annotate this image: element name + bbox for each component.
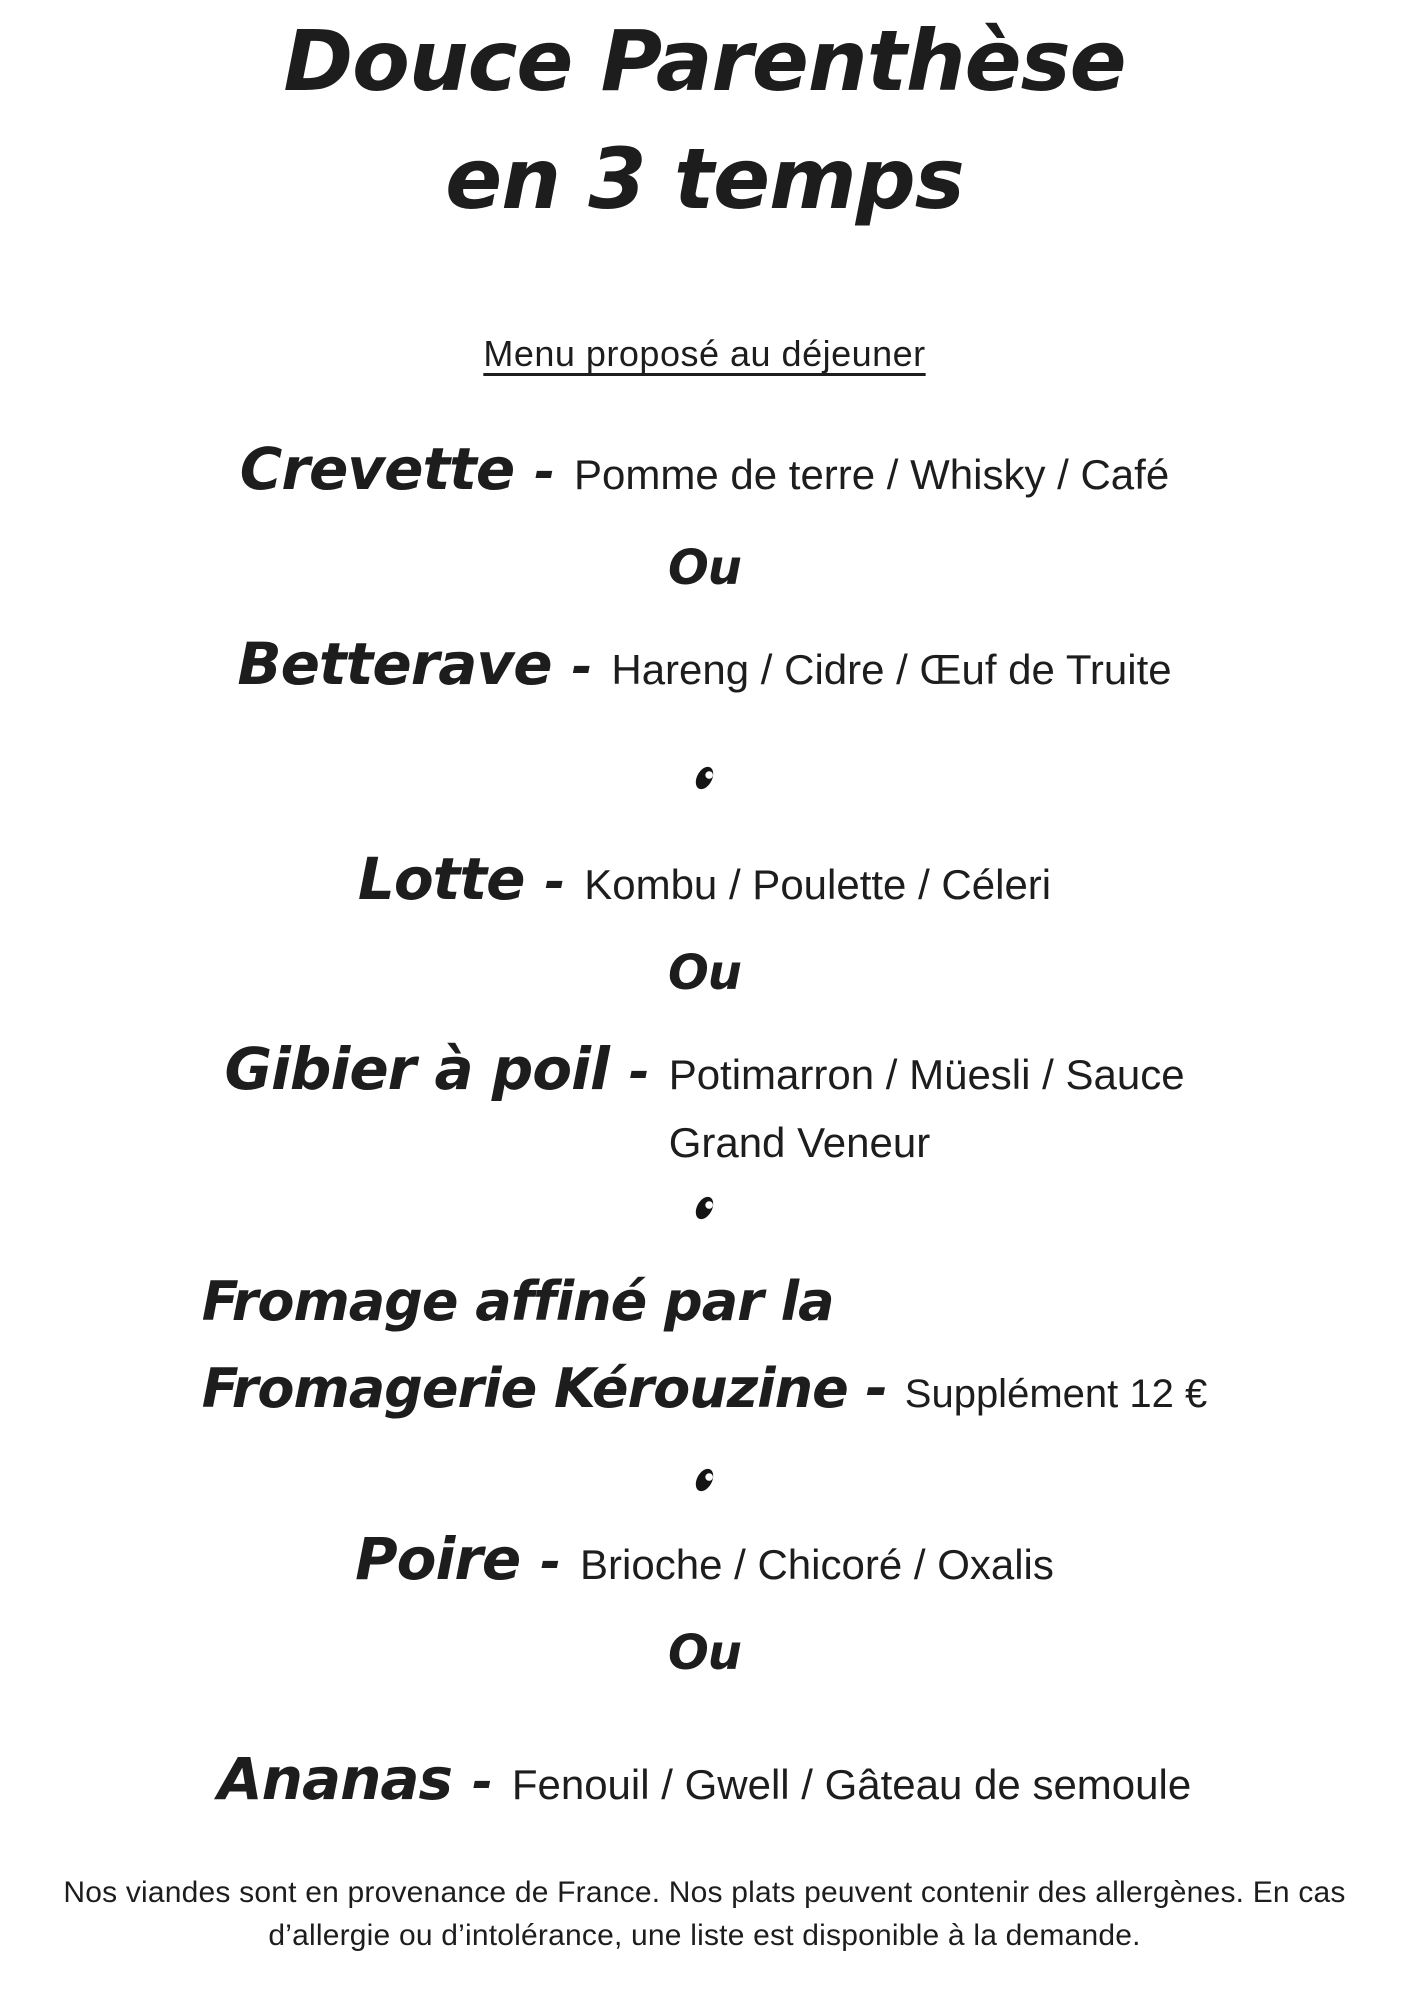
- dish-lotte: [0, 845, 1409, 919]
- restaurant-title-line2: en 3 temps: [445, 130, 964, 228]
- allergen-note-line1: Nos viandes sont en provenance de France. Nos plats peuvent contenir des allergènes. En cas: [63, 1876, 1346, 1909]
- course-separator: [0, 766, 1409, 790]
- dish-ananas: [0, 1745, 1409, 1819]
- dish-description: Fenouil / Gwell / Gâteau de semoule: [511, 1761, 1192, 1808]
- dish-description-line2: Grand Veneur: [668, 1119, 931, 1167]
- course-separator: [0, 1468, 1409, 1492]
- cheese-line2: [202, 1345, 1207, 1432]
- dish-description-line1: Potimarron / Müesli / Sauce: [668, 1051, 1185, 1098]
- dish-dash: -: [544, 853, 565, 911]
- dish-name: Gibier à poil: [224, 1035, 609, 1103]
- dish-betterave: [0, 630, 1409, 704]
- dish-gibier-a-poil: [0, 1035, 1409, 1177]
- dish-dash: -: [571, 638, 592, 696]
- cheese-name: Fromagerie Kérouzine: [201, 1357, 848, 1421]
- dish-dash: -: [865, 1357, 887, 1421]
- dish-name: Poire: [355, 1525, 521, 1593]
- allergen-note: [0, 1872, 1409, 1957]
- dish-description: Hareng / Cidre / Œuf de Truite: [611, 646, 1172, 693]
- dish-name: Lotte: [357, 845, 525, 913]
- dot-separator-icon: [692, 1466, 717, 1494]
- course-separator: [0, 1196, 1409, 1220]
- cheese-supplement: Supplément 12 €: [904, 1372, 1208, 1417]
- dish-crevette: [0, 435, 1409, 509]
- dish-dash: -: [472, 1753, 492, 1811]
- dish-description: Brioche / Chicoré / Oxalis: [580, 1541, 1054, 1588]
- dot-separator-icon: [692, 1194, 717, 1222]
- dish-name: Betterave: [237, 630, 552, 698]
- dish-dash: -: [534, 443, 555, 501]
- or-separator: Ou: [668, 945, 741, 1001]
- dish-description: Kombu / Poulette / Céleri: [584, 861, 1052, 908]
- dish-description: Pomme de terre / Whisky / Café: [574, 451, 1170, 498]
- dish-dash: -: [628, 1043, 649, 1101]
- dish-name: Crevette: [239, 435, 515, 503]
- dish-name: Ananas: [217, 1745, 453, 1813]
- dish-dash: -: [540, 1533, 561, 1591]
- dot-separator-icon: [692, 764, 717, 792]
- cheese-course: [0, 1258, 1409, 1433]
- or-separator: Ou: [668, 540, 741, 596]
- or-separator: Ou: [668, 1625, 741, 1681]
- menu-subtitle: Menu proposé au déjeuner: [483, 333, 926, 374]
- allergen-note-line2: d’allergie ou d’intolérance, une liste est disponible à la demande.: [268, 1918, 1141, 1952]
- restaurant-title-line1: Douce Parenthèse: [283, 12, 1126, 110]
- dish-poire: [0, 1525, 1409, 1599]
- cheese-line1: Fromage affiné par la: [201, 1270, 834, 1333]
